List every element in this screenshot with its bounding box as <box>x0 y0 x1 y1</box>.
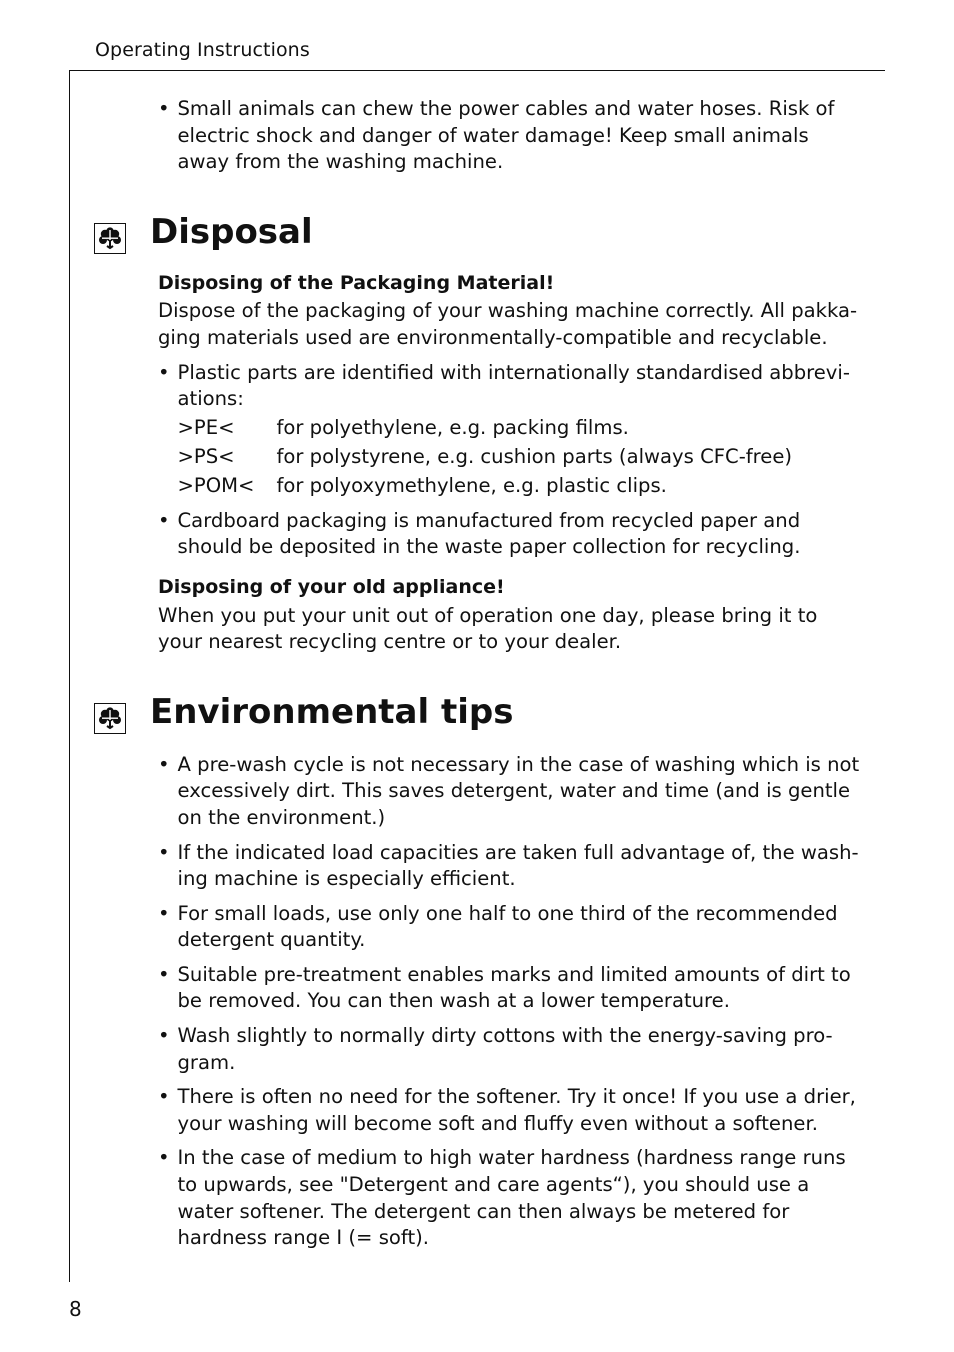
shamrock-icon <box>94 703 126 734</box>
cardboard-bullet: • Cardboard packaging is manufactured from recycled paper and should be deposited in the waste paper collection for recycling. <box>158 508 862 561</box>
intro-bullet: • Small animals can chew the power cables and water hoses. Risk of electric shock and danger of water damage! Keep small animals away from the washing machine. <box>158 96 862 176</box>
abbreviation-row <box>178 471 863 500</box>
page-content <box>150 96 862 1252</box>
appliance-subheading: Disposing of your old appliance! <box>158 575 505 598</box>
abbreviation-list <box>178 413 863 500</box>
plastic-parts-bullet: • Plastic parts are identified with internationally standardised abbrevi-ations: >PE< for polyethylene, e.g. packing films. >PS< for polystyrene, e.g. cushion parts (always CFC-free) >POM< for polyoxymethylene, e.g. plastic clips. <box>158 360 862 500</box>
tip-item: • Wash slightly to normally dirty cottons with the energy-saving pro-gram. <box>158 1023 862 1076</box>
tips-list <box>158 752 862 1252</box>
abbreviation-meaning: for polyethylene, e.g. packing films. <box>276 415 629 439</box>
disposal-heading: Disposal <box>158 212 862 252</box>
margin-rule <box>69 70 70 1282</box>
tip-item: • For small loads, use only one half to one third of the recommended detergent quantity. <box>158 901 862 954</box>
abbreviation-row <box>178 442 863 471</box>
running-header: Operating Instructions <box>95 39 310 61</box>
tip-item: • If the indicated load capacities are taken full advantage of, the wash-ing machine is especially efficient. <box>158 840 862 893</box>
abbreviation-row <box>178 413 863 442</box>
abbreviation-code: >POM< <box>177 473 255 497</box>
abbreviation-code: >PE< <box>177 415 235 439</box>
header-rule <box>69 70 885 71</box>
tip-item: • Suitable pre-treatment enables marks and limited amounts of dirt to be removed. You can then wash at a lower temperature. <box>158 962 862 1015</box>
page-number: 8 <box>69 1297 82 1321</box>
abbreviation-meaning: for polyoxymethylene, e.g. plastic clips. <box>276 473 667 497</box>
appliance-text: When you put your unit out of operation one day, please bring it to your nearest recycling centre or to your dealer. <box>158 603 818 654</box>
abbreviation-code: >PS< <box>177 444 235 468</box>
tip-item: • A pre-wash cycle is not necessary in the case of washing which is not excessively dirt. This saves detergent, water and time (and is gentle on the environment.) <box>158 752 862 832</box>
tip-item: • There is often no need for the softener. Try it once! If you use a drier, your washing will become soft and fluffy even without a softener. <box>158 1084 862 1137</box>
shamrock-icon <box>94 223 126 254</box>
packaging-text: Dispose of the packaging of your washing machine correctly. All pakka-ging materials used are environmentally-compatible and recyclable. <box>158 299 858 349</box>
abbreviation-meaning: for polystyrene, e.g. cushion parts (always CFC-free) <box>276 444 793 468</box>
environmental-heading: Environmental tips <box>158 692 862 732</box>
tip-item: • In the case of medium to high water hardness (hardness range runs to upwards, see "Detergent and care agents“), you should use a water softener. The detergent can then always be metered for hardness range I (= soft). <box>158 1145 862 1251</box>
packaging-subheading: Disposing of the Packaging Material! <box>158 271 555 294</box>
